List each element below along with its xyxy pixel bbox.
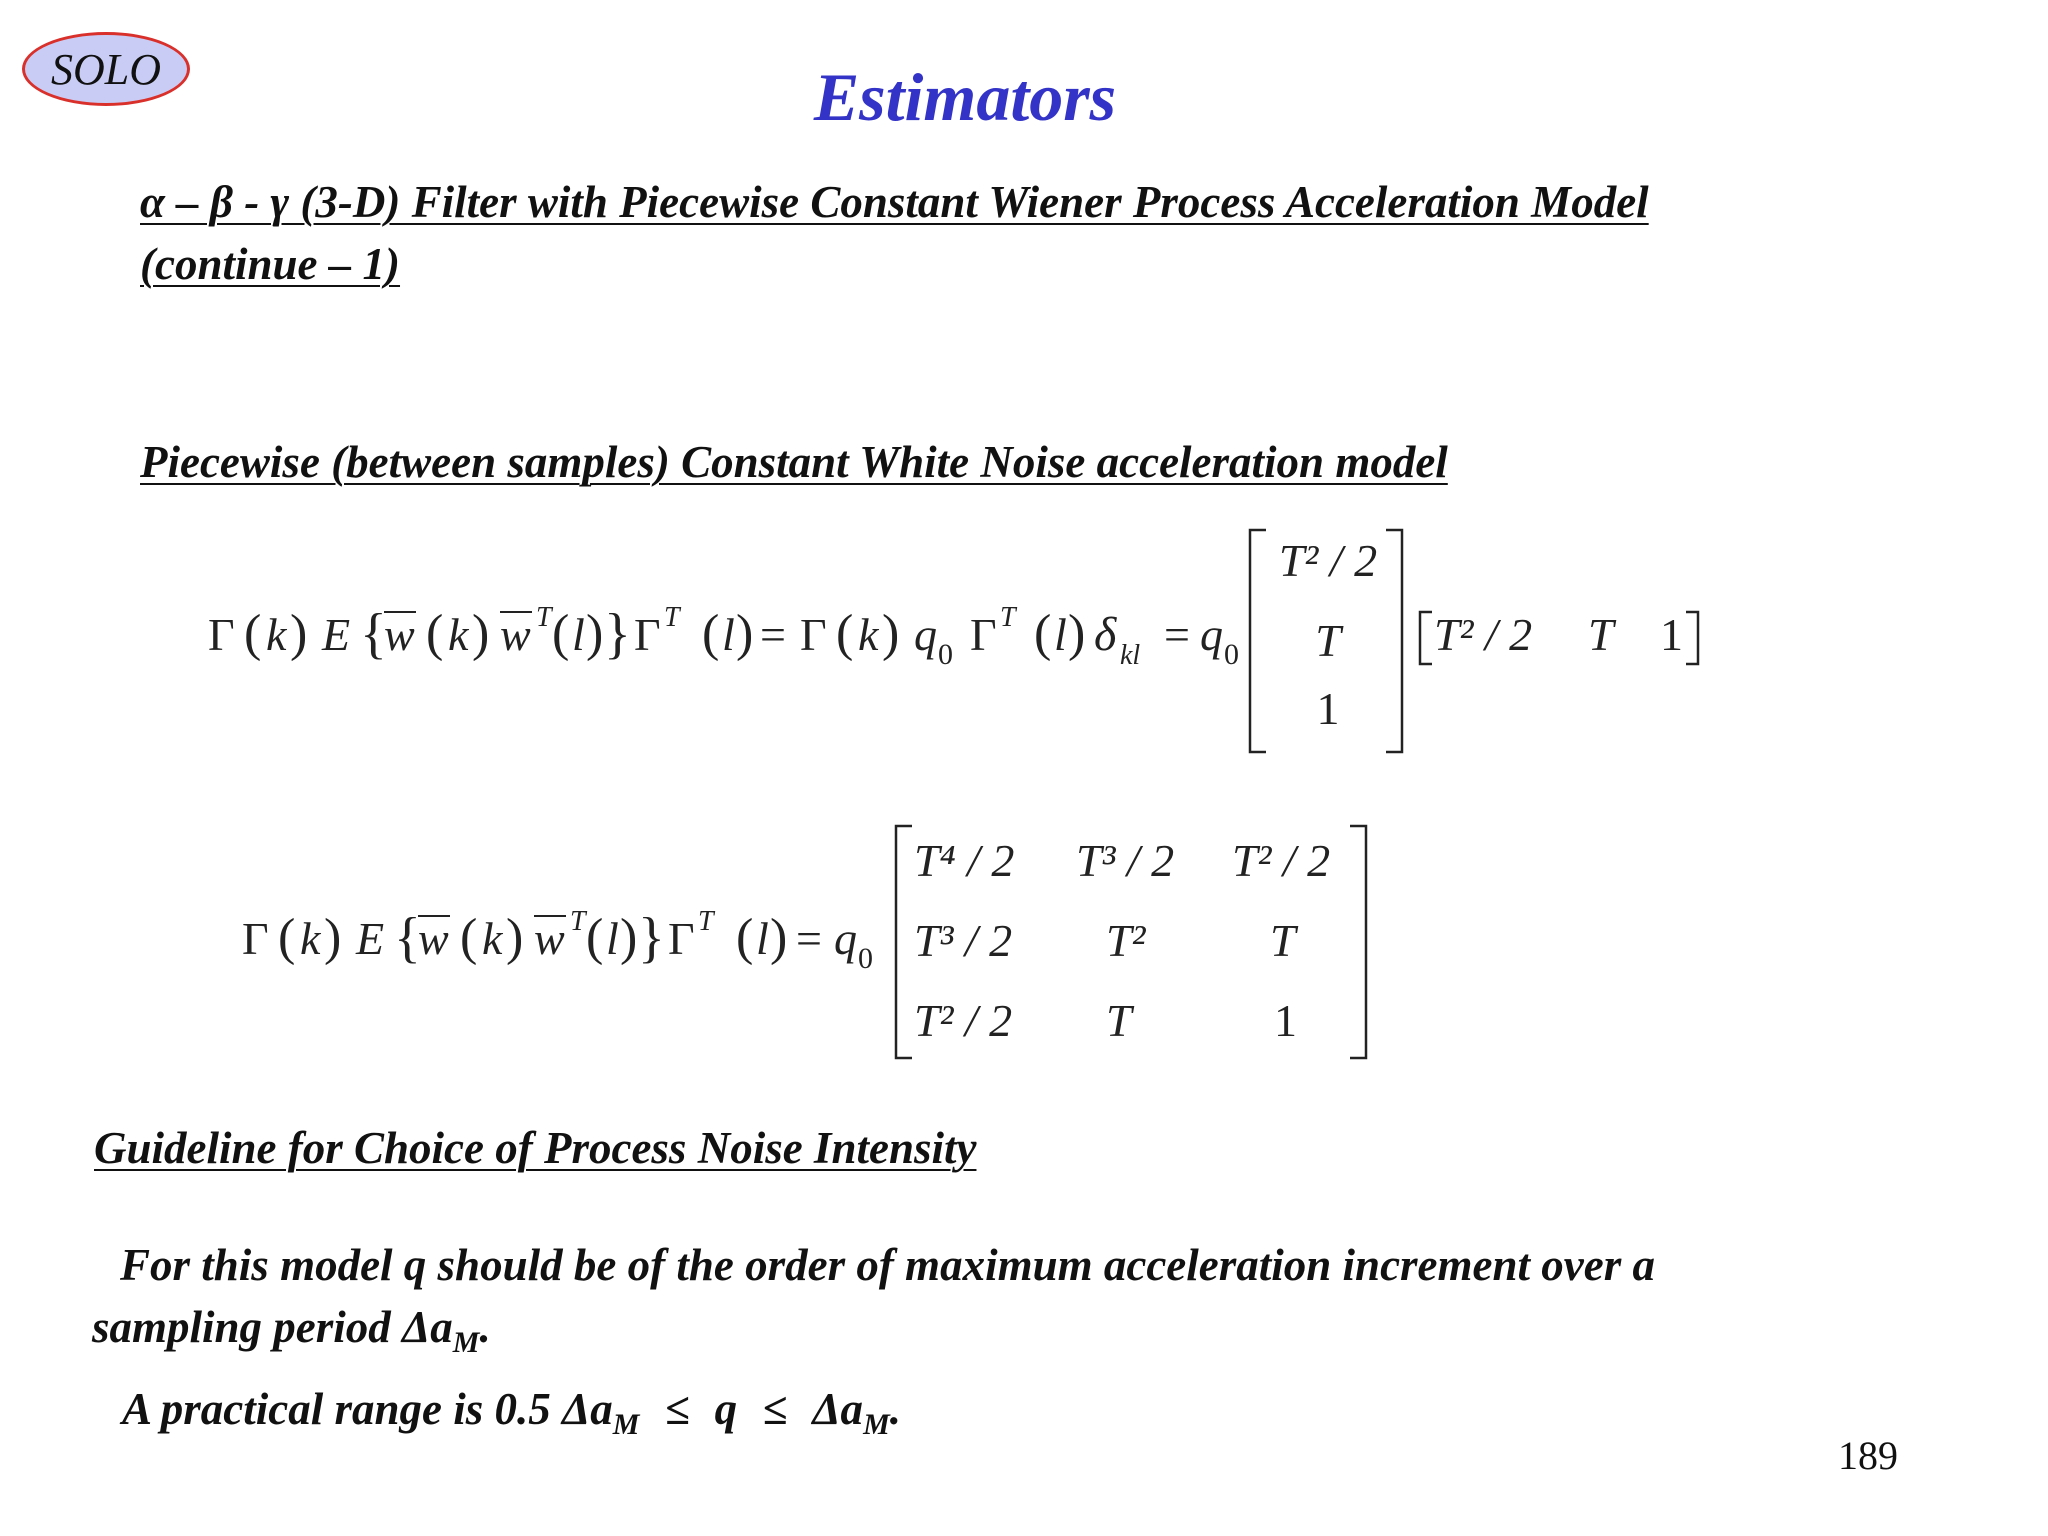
eq1-E: E <box>322 609 351 660</box>
eq2-brace-close: } <box>638 907 665 969</box>
eq1-column-entry: T² / 2 <box>1278 535 1378 586</box>
eq1-paren: ( <box>836 605 854 662</box>
eq1-l: l <box>572 609 585 660</box>
leq-symbol: ≤ <box>664 1384 690 1434</box>
period: . <box>889 1384 901 1434</box>
eq2-matrix-cell: T³ / 2 <box>1076 835 1175 886</box>
eq1-paren: ) <box>736 605 754 662</box>
eq1-paren: ) <box>882 605 900 662</box>
eq2-matrix-cell: T <box>1270 915 1296 966</box>
eq1-paren: ( <box>1034 605 1052 662</box>
eq1-gamma: Γ <box>208 609 235 660</box>
eq2-w: w <box>418 913 449 964</box>
eq1-subscript-0: 0 <box>1224 638 1239 671</box>
guideline-heading <box>94 1122 976 1174</box>
eq2-paren: ( <box>736 909 754 966</box>
eq2-paren: ) <box>324 909 342 966</box>
eq2-brace-open: { <box>394 907 421 969</box>
eq1-subscript-kl: kl <box>1120 640 1141 671</box>
delta-a-text: Δa <box>812 1384 864 1434</box>
paragraph-1-line-2 <box>92 1296 491 1374</box>
eq1-delta: δ <box>1094 608 1117 661</box>
eq2-q: q <box>834 913 857 964</box>
eq1-equals: = <box>1164 609 1190 660</box>
eq1-paren: ) <box>472 605 490 662</box>
eq1-paren: ( <box>426 605 444 662</box>
eq1-column-bracket-right <box>1386 530 1402 752</box>
eq2-subscript-0: 0 <box>858 942 873 975</box>
equation-1 <box>0 510 2048 760</box>
eq1-row-bracket-right <box>1686 612 1698 664</box>
eq2-equals: = <box>796 913 822 964</box>
paragraph-2 <box>122 1378 901 1456</box>
paragraph-1-line-2-text: sampling period Δa <box>92 1302 453 1352</box>
eq1-k: k <box>448 609 469 660</box>
eq1-w: w <box>384 609 415 660</box>
eq1-q: q <box>1200 609 1223 660</box>
eq1-column-bracket-left <box>1250 530 1266 752</box>
eq1-row-bracket-left <box>1420 612 1432 664</box>
eq1-k: k <box>266 609 287 660</box>
eq1-column-entry: 1 <box>1316 683 1340 734</box>
eq1-equals: = <box>760 609 786 660</box>
subscript-M: M <box>452 1326 480 1359</box>
eq2-gamma: Γ <box>242 913 269 964</box>
eq2-paren: ( <box>460 909 478 966</box>
heading-line-2-text: (continue – 1) <box>140 239 401 289</box>
eq2-superscript-T: T <box>698 906 714 937</box>
eq2-paren: ) <box>770 909 788 966</box>
subscript-M: M <box>863 1408 890 1441</box>
eq2-matrix-cell: T² <box>1106 915 1146 966</box>
eq1-paren: ) <box>586 605 604 662</box>
equation-2 <box>0 810 2048 1070</box>
slide-title: Estimators <box>813 59 1117 135</box>
eq1-paren: ) <box>1068 605 1086 662</box>
eq1-row-entry: T <box>1588 609 1614 660</box>
eq2-matrix-bracket-right <box>1350 826 1366 1058</box>
eq1-k: k <box>858 609 879 660</box>
eq1-gamma: Γ <box>800 609 827 660</box>
eq1-w: w <box>500 609 531 660</box>
eq1-paren: ( <box>702 605 720 662</box>
eq2-paren: ( <box>586 909 604 966</box>
heading-line-1-text: α – β - γ (3-D) Filter with Piecewise Constant Wiener Process Acceleration Model <box>140 177 1649 227</box>
eq1-brace-open: { <box>360 603 387 665</box>
eq1-subscript-0: 0 <box>938 638 953 671</box>
eq2-w: w <box>534 913 565 964</box>
eq1-column-entry: T <box>1315 615 1341 666</box>
logo-text: SOLO <box>50 44 162 94</box>
paragraph-1-line-1: For this model q should be of the order of maximum acceleration increment over a <box>120 1240 1655 1290</box>
eq2-paren: ) <box>506 909 524 966</box>
eq2-matrix-cell: 1 <box>1274 995 1297 1046</box>
eq2-matrix-cell: T⁴ / 2 <box>914 835 1015 886</box>
eq1-brace-close: } <box>604 603 631 665</box>
eq2-l: l <box>606 913 619 964</box>
heading-line-2 <box>140 238 400 290</box>
eq2-paren: ( <box>278 909 296 966</box>
q-symbol: q <box>714 1384 738 1434</box>
eq1-superscript-T: T <box>536 602 552 633</box>
eq1-gamma: Γ <box>634 609 661 660</box>
eq2-gamma: Γ <box>668 913 695 964</box>
eq2-matrix-cell: T <box>1106 995 1132 1046</box>
eq2-k: k <box>300 913 321 964</box>
eq1-row-entry: T² / 2 <box>1434 609 1533 660</box>
eq2-l: l <box>756 913 769 964</box>
model-subheading-text: Piecewise (between samples) Constant White Noise acceleration model <box>140 437 1448 487</box>
eq2-superscript-T: T <box>570 906 586 937</box>
eq1-paren: ( <box>244 605 262 662</box>
eq1-l: l <box>722 609 735 660</box>
eq1-row-entry: 1 <box>1660 609 1683 660</box>
model-subheading <box>140 436 1448 488</box>
eq2-k: k <box>482 913 503 964</box>
eq1-l: l <box>1054 609 1067 660</box>
eq2-paren: ) <box>620 909 638 966</box>
eq1-paren: ) <box>290 605 308 662</box>
eq2-matrix-cell: T³ / 2 <box>914 915 1013 966</box>
eq1-superscript-T: T <box>664 602 680 633</box>
eq1-q: q <box>914 609 937 660</box>
eq1-gamma: Γ <box>970 609 997 660</box>
eq2-matrix-cell: T² / 2 <box>914 995 1013 1046</box>
eq1-superscript-T: T <box>1000 602 1016 633</box>
eq1-paren: ( <box>552 605 570 662</box>
practical-range-text: A practical range is 0.5 Δa <box>122 1384 613 1434</box>
eq2-matrix-cell: T² / 2 <box>1232 835 1331 886</box>
heading-line-1 <box>140 176 1649 228</box>
eq2-E: E <box>356 913 385 964</box>
subscript-M: M <box>612 1408 640 1441</box>
guideline-heading-text: Guideline for Choice of Process Noise Intensity <box>94 1123 977 1173</box>
leq-symbol: ≤ <box>762 1384 788 1434</box>
period: . <box>479 1302 491 1352</box>
page-number: 189 <box>1838 1433 1898 1478</box>
eq2-matrix-bracket-left <box>896 826 912 1058</box>
